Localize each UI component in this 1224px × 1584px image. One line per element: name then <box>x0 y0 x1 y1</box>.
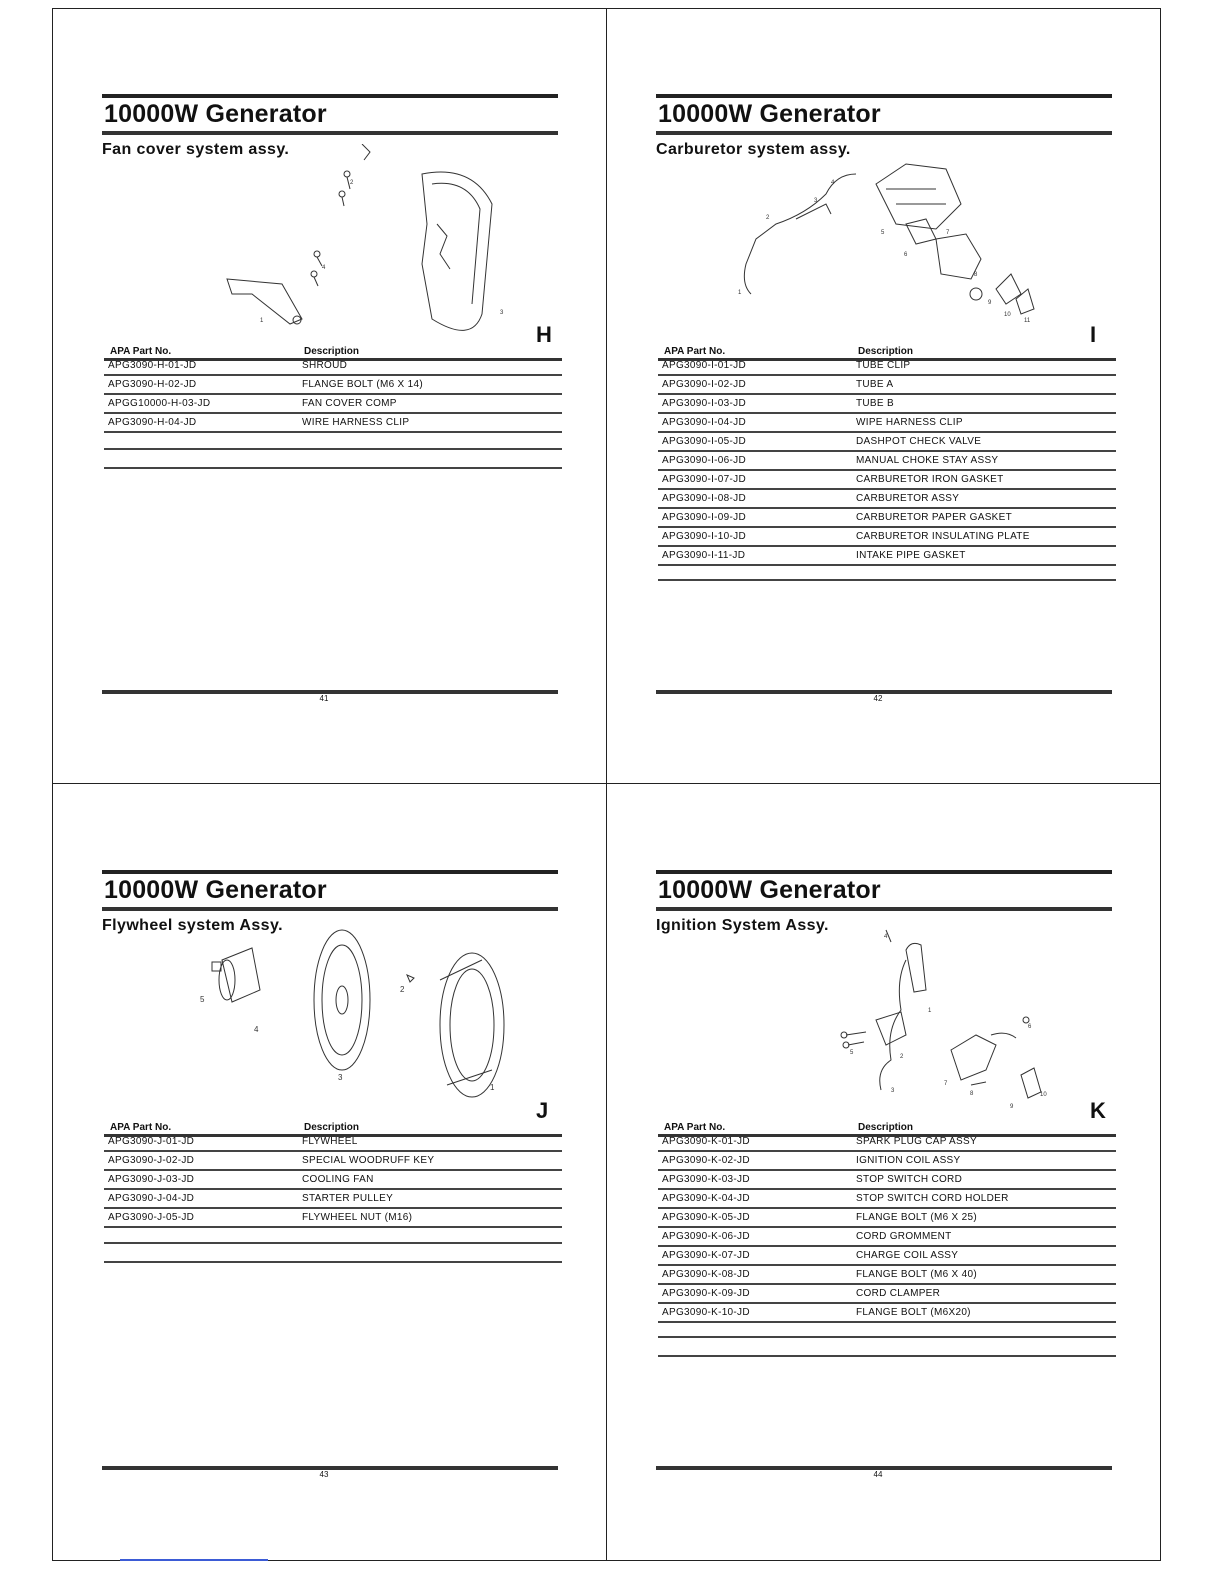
section-letter: I <box>1090 322 1097 347</box>
section-letter: K <box>1090 1098 1106 1123</box>
part-number: APG3090-K-09-JD <box>662 1288 750 1299</box>
part-description: MANUAL CHOKE STAY ASSY <box>856 455 999 466</box>
section-subtitle: Fan cover system assy. <box>102 141 290 158</box>
part-description: DASHPOT CHECK VALVE <box>856 436 982 447</box>
callout-9: 9 <box>988 300 992 306</box>
part-description: CARBURETOR INSULATING PLATE <box>856 531 1030 542</box>
part-description: CORD GROMMENT <box>856 1231 952 1242</box>
part-number: APG3090-K-05-JD <box>662 1212 750 1223</box>
table-row <box>658 433 1116 452</box>
callout-2: 2 <box>350 180 354 186</box>
callout-5: 5 <box>200 995 205 1004</box>
part-number: APG3090-I-02-JD <box>662 379 746 390</box>
table-row <box>658 1133 1116 1152</box>
part-number: APG3090-H-01-JD <box>108 360 197 371</box>
section-subtitle: Carburetor system assy. <box>656 141 851 158</box>
page-title: 10000W Generator <box>104 876 327 904</box>
table-row <box>658 1209 1116 1228</box>
part-description: STOP SWITCH CORD HOLDER <box>856 1193 1009 1204</box>
part-description: CARBURETOR PAPER GASKET <box>856 512 1013 523</box>
col-header-description: Description <box>858 346 914 357</box>
part-description: STARTER PULLEY <box>302 1193 394 1204</box>
part-number: APG3090-I-05-JD <box>662 436 746 447</box>
title-top-rule <box>102 94 558 98</box>
col-header-part: APA Part No. <box>110 346 172 357</box>
table-row <box>104 376 562 395</box>
callout-3: 3 <box>891 1088 895 1094</box>
panel-ignition <box>656 870 1116 1570</box>
vertical-divider <box>606 8 607 1561</box>
callout-1: 1 <box>928 1008 932 1014</box>
part-description: FLANGE BOLT (M6X20) <box>856 1307 971 1318</box>
callout-4: 4 <box>254 1025 259 1034</box>
callout-8: 8 <box>974 272 978 278</box>
part-number: APG3090-K-08-JD <box>662 1269 750 1280</box>
part-number: APG3090-J-01-JD <box>108 1136 195 1147</box>
part-number: APG3090-K-02-JD <box>662 1155 750 1166</box>
panel-fan-cover <box>102 94 562 794</box>
part-description: INTAKE PIPE GASKET <box>856 550 966 561</box>
col-header-part: APA Part No. <box>664 1122 726 1133</box>
part-description: FAN COVER COMP <box>302 398 397 409</box>
table-row <box>658 414 1116 433</box>
callout-3: 3 <box>500 310 504 316</box>
callout-1: 1 <box>260 318 264 324</box>
callout-4: 4 <box>831 180 835 186</box>
part-number: APG3090-I-08-JD <box>662 493 746 504</box>
part-number: APG3090-K-04-JD <box>662 1193 750 1204</box>
part-number: APG3090-H-04-JD <box>108 417 197 428</box>
title-top-rule <box>656 870 1112 874</box>
callout-7: 7 <box>944 1081 948 1087</box>
table-row <box>104 1190 562 1209</box>
part-number: APG3090-I-01-JD <box>662 360 746 371</box>
section-letter: H <box>536 322 552 347</box>
table-row <box>658 1304 1116 1323</box>
title-bottom-rule <box>102 131 558 135</box>
callout-7: 7 <box>946 230 950 236</box>
page-number: 43 <box>319 1470 329 1479</box>
part-number: APG3090-K-07-JD <box>662 1250 750 1261</box>
part-number: APG3090-I-07-JD <box>662 474 746 485</box>
carburetor-exploded-diagram <box>736 144 1076 334</box>
empty-row-rule <box>104 1261 562 1263</box>
callout-3: 3 <box>814 198 818 204</box>
callout-4: 4 <box>884 934 888 940</box>
part-description: SPARK PLUG CAP ASSY <box>856 1136 977 1147</box>
title-bottom-rule <box>102 907 558 911</box>
table-row <box>658 1285 1116 1304</box>
table-row <box>658 1190 1116 1209</box>
table-row <box>104 1133 562 1152</box>
table-row <box>104 1171 562 1190</box>
callout-10: 10 <box>1040 1092 1047 1098</box>
page-title: 10000W Generator <box>104 100 327 128</box>
col-header-description: Description <box>304 346 360 357</box>
table-row <box>658 490 1116 509</box>
callout-6: 6 <box>904 252 908 258</box>
callout-5: 5 <box>850 1050 854 1056</box>
callout-5: 5 <box>881 230 885 236</box>
callout-10: 10 <box>1004 312 1011 318</box>
table-row <box>104 1152 562 1171</box>
table-row <box>658 547 1116 566</box>
table-row <box>658 376 1116 395</box>
empty-row-rule <box>104 448 562 450</box>
callout-4: 4 <box>322 265 326 271</box>
part-description: SPECIAL WOODRUFF KEY <box>302 1155 435 1166</box>
title-top-rule <box>102 870 558 874</box>
part-number: APG3090-I-06-JD <box>662 455 746 466</box>
table-row <box>658 509 1116 528</box>
empty-row-rule <box>658 579 1116 581</box>
table-row <box>658 1247 1116 1266</box>
part-number: APG3090-J-02-JD <box>108 1155 195 1166</box>
part-description: STOP SWITCH CORD <box>856 1174 963 1185</box>
empty-row-rule <box>104 1242 562 1244</box>
title-bottom-rule <box>656 907 1112 911</box>
panel-carburetor <box>656 94 1116 794</box>
table-row <box>104 357 562 376</box>
table-row <box>658 1266 1116 1285</box>
part-description: TUBE B <box>856 398 894 409</box>
part-description: CARBURETOR ASSY <box>856 493 960 504</box>
table-row <box>658 471 1116 490</box>
table-row <box>658 1171 1116 1190</box>
table-row <box>658 357 1116 376</box>
part-number: APG3090-I-09-JD <box>662 512 746 523</box>
section-subtitle: Flywheel system Assy. <box>102 917 283 934</box>
callout-2: 2 <box>900 1054 904 1060</box>
col-header-part: APA Part No. <box>664 346 726 357</box>
section-letter: J <box>536 1098 549 1123</box>
flywheel-exploded-diagram <box>182 920 522 1110</box>
part-number: APG3090-H-02-JD <box>108 379 197 390</box>
col-header-part: APA Part No. <box>110 1122 172 1133</box>
part-description: SHROUD <box>302 360 348 371</box>
table-row <box>658 1152 1116 1171</box>
empty-row-rule <box>658 1336 1116 1338</box>
col-header-description: Description <box>304 1122 360 1133</box>
empty-row-rule <box>104 467 562 469</box>
page-number: 41 <box>319 694 329 703</box>
part-description: FLYWHEEL <box>302 1136 358 1147</box>
section-subtitle: Ignition System Assy. <box>656 917 829 934</box>
part-number: APG3090-I-04-JD <box>662 417 746 428</box>
part-number: APG3090-I-11-JD <box>662 550 746 561</box>
title-bottom-rule <box>656 131 1112 135</box>
ignition-exploded-diagram <box>736 920 1076 1110</box>
part-description: FLYWHEEL NUT (M16) <box>302 1212 413 1223</box>
part-description: TUBE A <box>856 379 894 390</box>
panel-flywheel <box>102 870 562 1570</box>
page-title: 10000W Generator <box>658 876 881 904</box>
table-row <box>104 414 562 433</box>
part-description: CORD CLAMPER <box>856 1288 941 1299</box>
part-number: APG3090-I-03-JD <box>662 398 746 409</box>
part-description: COOLING FAN <box>302 1174 374 1185</box>
part-number: APG3090-J-04-JD <box>108 1193 195 1204</box>
part-description: FLANGE BOLT (M6 X 25) <box>856 1212 977 1223</box>
col-header-description: Description <box>858 1122 914 1133</box>
part-number: APGG10000-H-03-JD <box>108 398 211 409</box>
part-number: APG3090-K-06-JD <box>662 1231 750 1242</box>
table-row <box>658 395 1116 414</box>
part-number: APG3090-J-05-JD <box>108 1212 195 1223</box>
callout-2: 2 <box>766 215 770 221</box>
table-row <box>658 1228 1116 1247</box>
page-number: 44 <box>873 1470 883 1479</box>
callout-11: 11 <box>1024 318 1031 324</box>
part-description: WIPE HARNESS CLIP <box>856 417 963 428</box>
callout-2: 2 <box>400 985 405 994</box>
empty-row-rule <box>658 1355 1116 1357</box>
page-number: 42 <box>873 694 883 703</box>
table-row <box>658 528 1116 547</box>
callout-6: 6 <box>1028 1024 1032 1030</box>
part-description: FLANGE BOLT (M6 X 40) <box>856 1269 977 1280</box>
callout-8: 8 <box>970 1091 974 1097</box>
callout-1: 1 <box>738 290 742 296</box>
part-description: CARBURETOR IRON GASKET <box>856 474 1004 485</box>
part-description: FLANGE BOLT (M6 X 14) <box>302 379 423 390</box>
part-description: CHARGE COIL ASSY <box>856 1250 959 1261</box>
table-row <box>658 452 1116 471</box>
part-number: APG3090-K-03-JD <box>662 1174 750 1185</box>
part-description: TUBE CLIP <box>856 360 911 371</box>
part-number: APG3090-K-10-JD <box>662 1307 750 1318</box>
part-description: WIRE HARNESS CLIP <box>302 417 410 428</box>
fan-cover-exploded-diagram <box>182 144 522 334</box>
part-number: APG3090-J-03-JD <box>108 1174 195 1185</box>
part-number: APG3090-I-10-JD <box>662 531 746 542</box>
part-number: APG3090-K-01-JD <box>662 1136 750 1147</box>
table-row <box>104 1209 562 1228</box>
callout-9: 9 <box>1010 1104 1014 1110</box>
callout-3: 3 <box>338 1073 343 1082</box>
part-description: IGNITION COIL ASSY <box>856 1155 961 1166</box>
callout-1: 1 <box>490 1083 495 1092</box>
title-top-rule <box>656 94 1112 98</box>
page-title: 10000W Generator <box>658 100 881 128</box>
table-row <box>104 395 562 414</box>
